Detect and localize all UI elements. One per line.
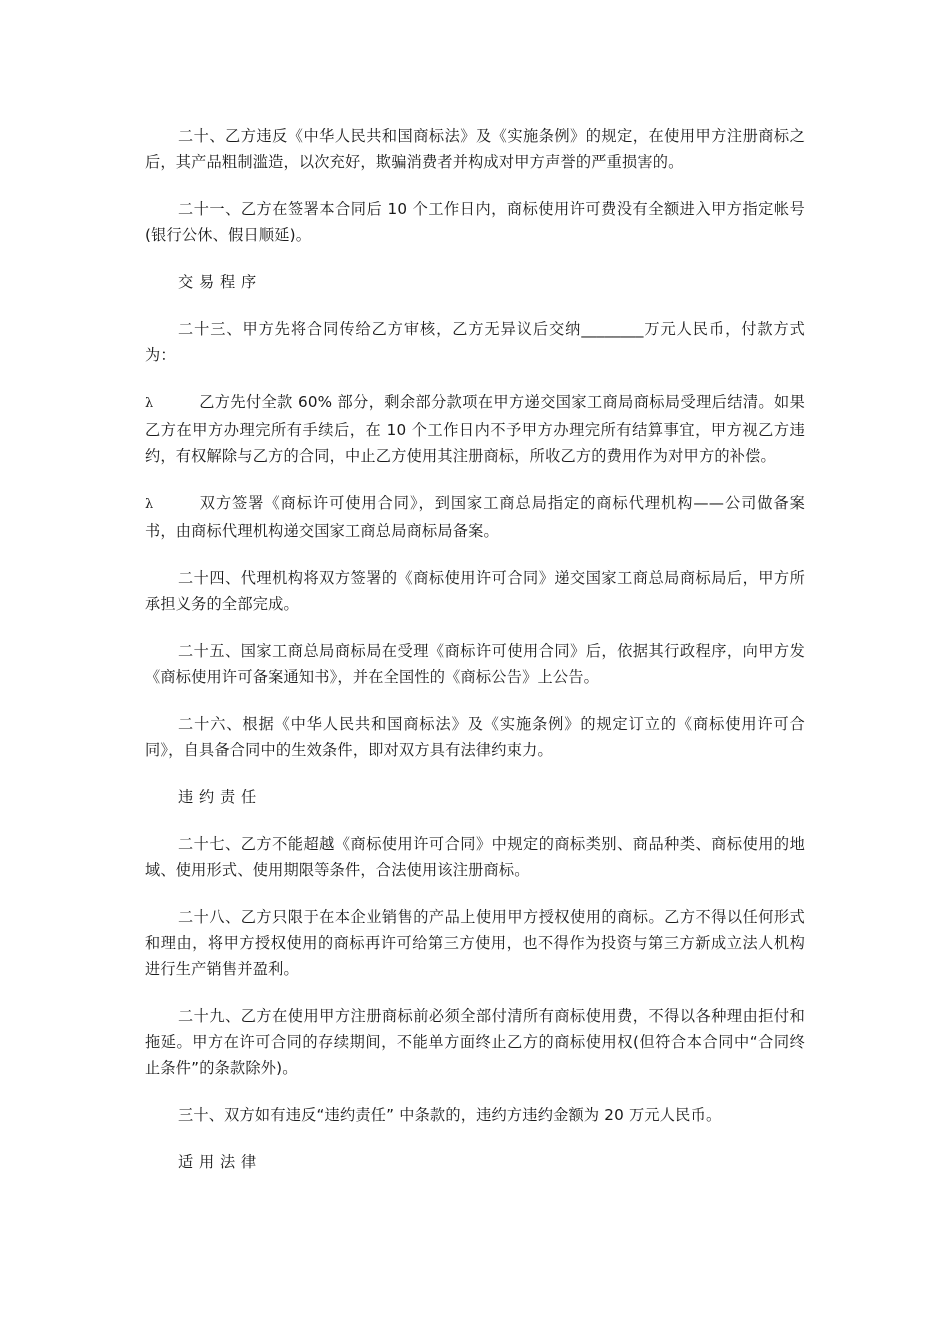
section-heading-liability: 违 约 责 任 <box>178 788 257 806</box>
clause-29: 二十九、乙方在使用甲方注册商标前必须全部付清所有商标使用费，不得以各种理由拒付和拖延。甲方在许可合同的存续期间，不能单方面终止乙方的商标使用权(但符合本合同中“合同终止条件”的条款除外)。 <box>145 1007 805 1077</box>
bullet-item-filing <box>145 490 805 544</box>
clause-23: 二十三、甲方先将合同传给乙方审核，乙方无异议后交纳________万元人民币，付款方式为： <box>145 320 805 364</box>
clause-26: 二十六、根据《中华人民共和国商标法》及《实施条例》的规定订立的《商标使用许可合同》，自具备合同中的生效条件，即对双方具有法律约束力。 <box>145 715 805 759</box>
clause-30: 三十、双方如有违反“违约责任” 中条款的，违约方违约金额为 20 万元人民币。 <box>178 1106 722 1124</box>
clause-25: 二十五、国家工商总局商标局在受理《商标许可使用合同》后，依据其行政程序，向甲方发《商标使用许可备案通知书》，并在全国性的《商标公告》上公告。 <box>145 642 805 686</box>
bullet-marker: λ <box>145 396 154 411</box>
bullet-item-payment <box>145 389 805 469</box>
clause-27: 二十七、乙方不能超越《商标使用许可合同》中规定的商标类别、商品种类、商标使用的地域、使用形式、使用期限等条件，合法使用该注册商标。 <box>145 835 805 879</box>
section-heading-transaction-procedure: 交 易 程 序 <box>178 273 257 291</box>
clause-24: 二十四、代理机构将双方签署的《商标使用许可合同》递交国家工商总局商标局后，甲方所承担义务的全部完成。 <box>145 569 805 613</box>
document-body <box>145 123 805 1196</box>
bullet-text: 乙方先付全款 60% 部分，剩余部分款项在甲方递交国家工商局商标局受理后结清。如果乙方在甲方办理完所有手续后，在 10 个工作日内不予甲方办理完所有结算事宜，甲方视乙方违约，有权解除与乙方的合同，中止乙方使用其注册商标，所收乙方的费用作为对甲方的补偿。 <box>145 393 805 465</box>
clause-28: 二十八、乙方只限于在本企业销售的产品上使用甲方授权使用的商标。乙方不得以任何形式和理由，将甲方授权使用的商标再许可给第三方使用，也不得作为投资与第三方新成立法人机构进行生产销售并盈利。 <box>145 908 805 978</box>
clause-20: 二十、乙方违反《中华人民共和国商标法》及《实施条例》的规定，在使用甲方注册商标之后，其产品粗制滥造，以次充好，欺骗消费者并构成对甲方声誉的严重损害的。 <box>145 127 805 171</box>
bullet-text: 双方签署《商标许可使用合同》，到国家工商总局指定的商标代理机构——公司做备案书，由商标代理机构递交国家工商总局商标局备案。 <box>145 494 805 540</box>
section-heading-applicable-law: 适 用 法 律 <box>178 1153 257 1171</box>
bullet-marker: λ <box>145 497 154 512</box>
clause-21: 二十一、乙方在签署本合同后 10 个工作日内，商标使用许可费没有全额进入甲方指定帐号(银行公休、假日顺延)。 <box>145 200 805 244</box>
